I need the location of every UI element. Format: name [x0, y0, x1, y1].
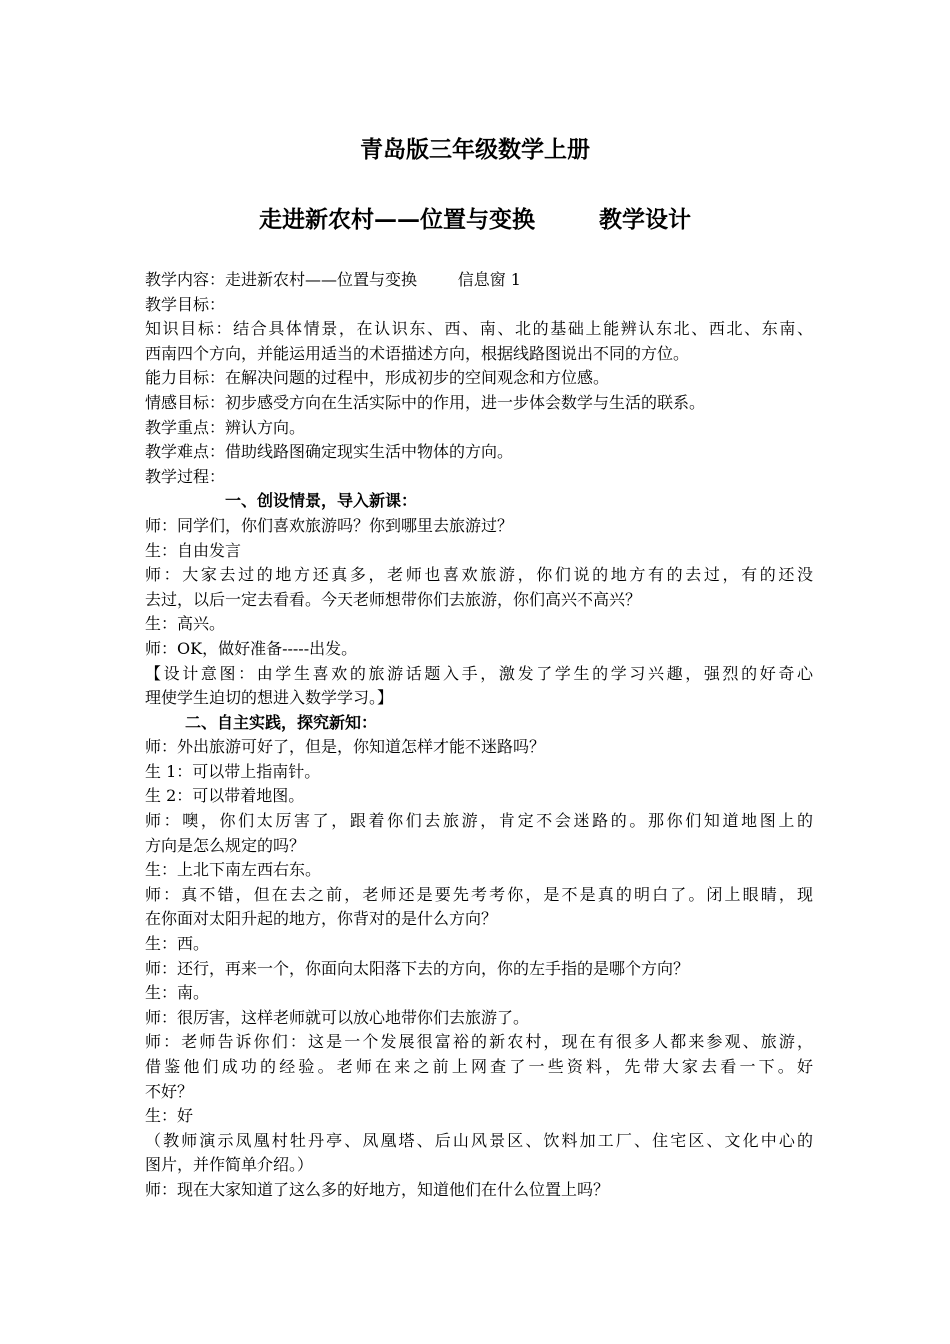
- paragraph-line: 西南四个方向，并能运用适当的术语描述方向，根据线路图说出不同的方位。: [145, 343, 690, 363]
- paragraph-line: （教师演示凤凰村牡丹亭、凤凰塔、后山风景区、饮料加工厂、住宅区、文化中心的: [145, 1130, 813, 1150]
- paragraph-line: 生：自由发言: [145, 540, 242, 560]
- paragraph-line: 能力目标：在解决问题的过程中，形成初步的空间观念和方位感。: [145, 368, 610, 388]
- paragraph-line: 借鉴他们成功的经验。老师在来之前上网查了一些资料，先带大家去看一下。好: [145, 1057, 813, 1076]
- paragraph-line: 师：真不错，但在去之前，老师还是要先考考你，是不是真的明白了。闭上眼睛，现: [145, 884, 813, 904]
- paragraph-line: 生：南。: [145, 983, 210, 1003]
- section-heading: 二、自主实践，探究新知：: [185, 712, 378, 732]
- paragraph-line: 教学目标：: [145, 294, 226, 314]
- paragraph-line: 师：同学们，你们喜欢旅游吗？你到哪里去旅游过？: [145, 515, 514, 535]
- paragraph-line: 生 2：可以带着地图。: [145, 786, 305, 806]
- document-subtitle: 走进新农村——位置与变换 教学设计: [258, 206, 692, 233]
- paragraph-line: 师：现在大家知道了这么多的好地方，知道他们在什么位置上吗？: [145, 1179, 610, 1199]
- paragraph-line: 师：老师告诉你们：这是一个发展很富裕的新农村，现在有很多人都来参观、旅游，: [145, 1032, 813, 1052]
- paragraph-line: 师：OK，做好准备-----出发。: [145, 638, 358, 658]
- paragraph-line: 生：上北下南左西右东。: [145, 860, 322, 880]
- paragraph-line: 知识目标：结合具体情景，在认识东、西、南、北的基础上能辨认东北、西北、东南、: [145, 319, 813, 339]
- paragraph-line: 师：噢，你们太厉害了，跟着你们去旅游，肯定不会迷路的。那你们知道地图上的: [145, 811, 813, 831]
- section-heading: 一、创设情景，导入新课：: [225, 491, 418, 511]
- paragraph-line: 生：好: [145, 1106, 194, 1126]
- paragraph-line: 教学内容：走进新农村——位置与变换 信息窗 1: [145, 270, 521, 289]
- paragraph-line: 师：外出旅游可好了，但是，你知道怎样才能不迷路吗？: [145, 737, 546, 757]
- document-title: 青岛版三年级数学上册: [360, 136, 590, 163]
- paragraph-line: 方向是怎么规定的吗？: [145, 835, 306, 855]
- paragraph-line: 生 1：可以带上指南针。: [145, 761, 321, 781]
- paragraph-line: 师：很厉害，这样老师就可以放心地带你们去旅游了。: [145, 1007, 530, 1027]
- paragraph-line: 生：高兴。: [145, 614, 226, 634]
- paragraph-line: 【设计意图：由学生喜欢的旅游话题入手，激发了学生的学习兴趣，强烈的好奇心: [145, 663, 813, 683]
- paragraph-line: 情感目标：初步感受方向在生活实际中的作用，进一步体会数学与生活的联系。: [145, 392, 706, 412]
- paragraph-line: 教学过程：: [145, 466, 226, 486]
- paragraph-line: 师：还行，再来一个，你面向太阳落下去的方向，你的左手指的是哪个方向？: [145, 958, 690, 978]
- paragraph-line: 在你面对太阳升起的地方，你背对的是什么方向？: [145, 909, 498, 929]
- paragraph-line: 教学重点：辨认方向。: [145, 417, 306, 437]
- paragraph-line: 理使学生迫切的想进入数学学习。】: [145, 688, 394, 708]
- paragraph-line: 教学难点：借助线路图确定现实生活中物体的方向。: [145, 442, 514, 462]
- paragraph-line: 不好？: [145, 1081, 194, 1101]
- paragraph-line: 去过，以后一定去看看。今天老师想带你们去旅游，你们高兴不高兴？: [145, 589, 642, 609]
- paragraph-line: 生：西。: [145, 934, 210, 954]
- paragraph-line: 师：大家去过的地方还真多，老师也喜欢旅游，你们说的地方有的去过，有的还没: [145, 565, 813, 585]
- document-body: [145, 268, 813, 1203]
- paragraph-line: 图片，并作简单介绍。）: [145, 1155, 314, 1175]
